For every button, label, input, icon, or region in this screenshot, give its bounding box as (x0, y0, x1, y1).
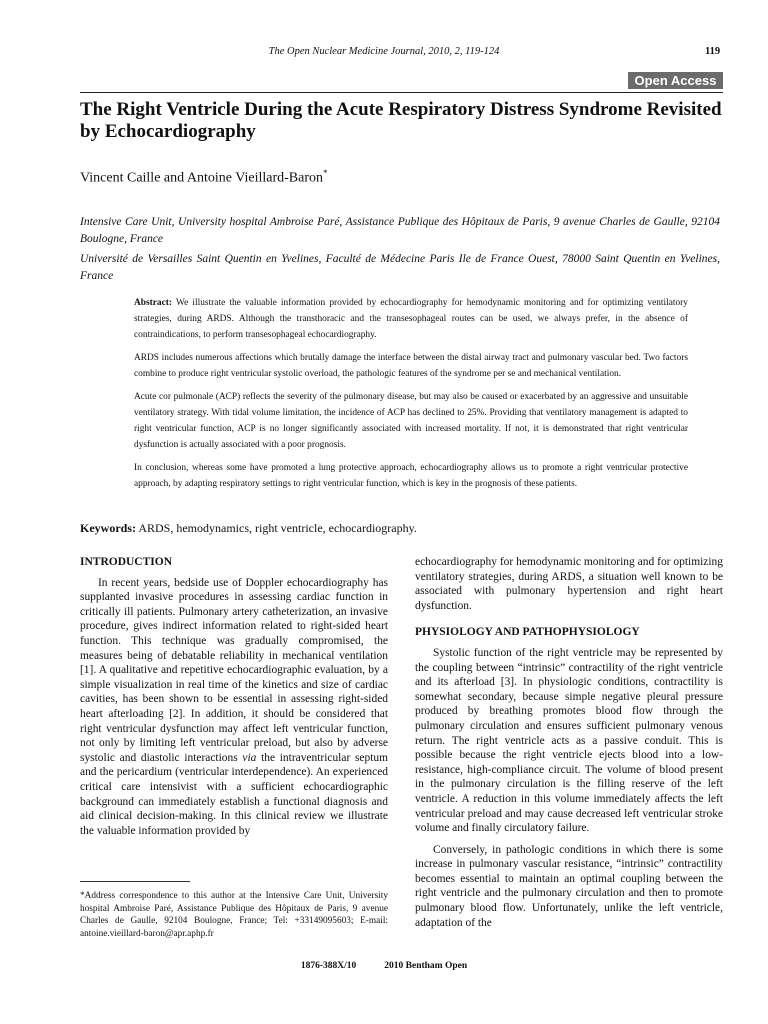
abstract-paragraph: Acute cor pulmonale (ACP) reflects the severity of the pulmonary disease, but may also be caused or exacerbated by an aggressive and unsuitable ventilatory strategy. With tidal volume limitation, the incidence of ACP has declined to 25%. Providing that ventilatory management is adapted to right ventricular function, ACP is no longer significantly associated with increased mortality. If not, it is demonstrated that right ventricular dysfunction is actually associated with a poor prognosis. (134, 392, 688, 450)
open-access-badge: Open Access (628, 72, 723, 89)
keywords-list: ARDS, hemodynamics, right ventricle, echocardiography. (138, 521, 417, 535)
issn: 1876-388X/10 (300, 961, 357, 971)
abstract-paragraph: ARDS includes numerous affections which brutally damage the interface between the distal airway tract and pulmonary vascular bed. Two factors combine to produce right ventricular systolic overload, the pathologic features of the syndrome per se and mechanical ventilation. (134, 353, 688, 379)
footnote-rule (80, 881, 190, 882)
intro-paragraph: In recent years, bedside use of Doppler echocardiography has supplanted invasive procedures in assessing cardiac function in critically ill patients. Pulmonary artery catheterization, an invasive procedure, gives indirect information related to right-sided heart function. This technique was gradually compromised, the measures being of debatable reliability in mechanical ventilation [1]. A qualitative and repetitive echocardiographic evaluation, by a simple visualization in real time of the kinetics and size of cardiac cavities, has been shown to be essential in assessing right-sided heart afterloading [2]. In addition, it should be considered that right ventricular dysfunction may affect left ventricular function, not only by limiting left ventricular preload, but also by adverse systolic and diastolic interactions via the intraventricular septum and the pericardium (ventricular interdependence). An experienced critical care intensivist with a sufficient echocardiographic background can immediately establish a functional diagnosis and aid clinical decision-making. In this clinical review we illustrate the valuable information provided by (80, 576, 388, 837)
physiology-paragraph: Systolic function of the right ventricle may be represented by the coupling between “intrinsic” contractility of the right ventricle and its afterload [3]. In physiologic conditions, contractility is somewhat secondary, because simple negative pleural pressure produced by breathing promotes blood flow through the pulmonary circulation and ensures sufficient pulmonary venous return. The right ventricle acts as a passive conduit. This is possible because the right ventricle ejects blood into a low-resistance, high-compliance circuit. The volume of blood present in the pulmonary circulation is the filling reserve of the left ventricle. A reduction in this volume immediately affects the left ventricular preload and may cause decreased left ventricular stroke volume and finally circulatory failure. (415, 646, 723, 835)
article-title: The Right Ventricle During the Acute Respiratory Distress Syndrome Revisited by Echocardiography (80, 99, 722, 142)
physiology-heading: PHYSIOLOGY AND PATHOPHYSIOLOGY (415, 626, 640, 639)
abstract (134, 295, 688, 499)
affiliation-1: Intensive Care Unit, University hospital Ambroise Paré, Assistance Publique des Hôpitaux de Paris, 9 avenue Charles de Gaulle, 92104 Boulogne, France (80, 216, 720, 245)
header-rule (80, 92, 723, 93)
intro-heading: INTRODUCTION (80, 556, 173, 568)
journal-citation: The Open Nuclear Medicine Journal, 2010, 2, 119-124 (268, 46, 500, 57)
continued-paragraph: echocardiography for hemodynamic monitoring and for optimizing ventilatory strategies, during ARDS, a situation well known to be associated with pulmonary hypertension and right heart dysfunction. (415, 556, 723, 612)
abstract-label: Abstract: (134, 298, 173, 308)
corresponding-mark: * (323, 168, 328, 178)
right-column (415, 555, 723, 930)
page-number: 119 (705, 46, 721, 57)
page-footer (0, 961, 768, 971)
authors (80, 168, 328, 187)
correspondence-footnote: *Address correspondence to this author at the Intensive Care Unit, University hospital Ambroise Paré, Assistance Publique des Hôpitaux de Paris, 9 avenue Charles de Gaulle, 92104 Boulogne, France; Tel: +33149095603; E-mail: antoine.vieillard-baron@apr.aphp.fr (80, 891, 388, 939)
keywords-label: Keywords: (80, 521, 136, 535)
abstract-paragraph: In conclusion, whereas some have promoted a lung protective approach, echocardiography allows us to promote a right ventricular protective approach, by adapting respiratory settings to right ventricular function, which is key in the prognosis of these patients. (134, 463, 688, 489)
left-column (80, 555, 388, 838)
affiliation-2: Université de Versailles Saint Quentin en Yvelines, Faculté de Médecine Paris Ile de France Ouest, 78000 Saint Quentin en Yvelines, France (80, 253, 720, 282)
keywords (80, 521, 417, 536)
author-names: Vincent Caille and Antoine Vieillard-Baron (80, 170, 323, 186)
physiology-paragraph: Conversely, in pathologic conditions in which there is some increase in pulmonary vascular resistance, “intrinsic” contractility becomes essential to maintain an optimal coupling between the right ventricle and the pulmonary circulation and then to promote pulmonary blood flow. Unfortunately, unlike the left ventricle, adaptation of the (415, 843, 723, 929)
abstract-paragraph: Abstract: We illustrate the valuable information provided by echocardiography for hemodynamic monitoring and for optimizing ventilatory strategies, during ARDS. Although the transthoracic and the transesophageal routes can be used, we always prefer, in the absence of contraindications, to perform transesophageal echocardiography. (134, 298, 688, 340)
copyright: 2010 Bentham Open (384, 961, 468, 971)
